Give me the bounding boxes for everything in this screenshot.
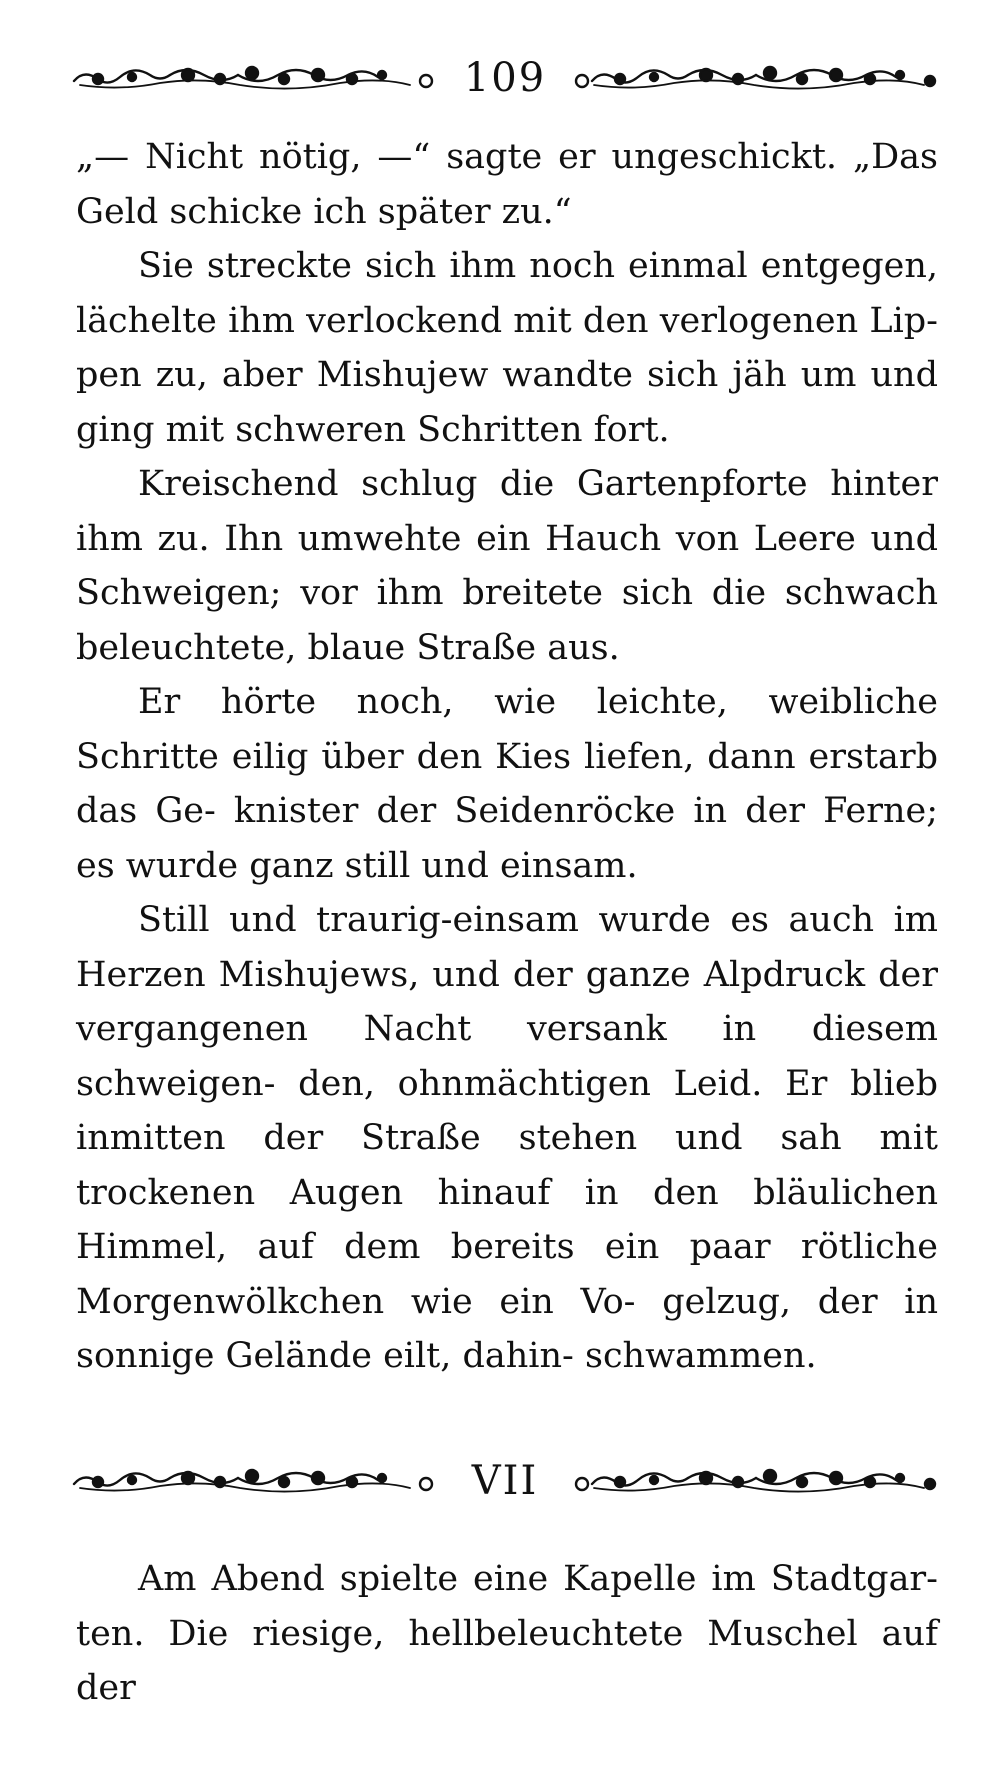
paragraph: Kreischend schlug die Gartenpforte hinter ihm zu. Ihn umwehte ein Hauch von Leere und Schweigen; vor ihm breitete sich die schwach beleuchtete, blaue Straße aus. <box>76 464 938 668</box>
paragraph: „— Nicht nötig, —“ sagte er ungeschickt. „Das Geld schicke ich später zu.“ <box>76 137 938 232</box>
chapter-header <box>70 1446 940 1516</box>
paragraph: Er hörte noch, wie leichte, weibliche Schritte eilig über den Kies liefen, dann erstarb das Ge‑ knister der Seidenröcke in der Ferne; es wurde ganz still und einsam. <box>76 682 938 886</box>
page-header <box>70 48 940 108</box>
main-text <box>76 130 938 1384</box>
page-number: 109 <box>463 55 547 101</box>
ornament-left-icon <box>70 61 440 95</box>
ornament-right-icon <box>570 1464 940 1498</box>
paragraph: Am Abend spielte eine Kapelle im Stadtgar‑ ten. Die riesige, hellbeleuchtete Muschel auf der <box>76 1559 938 1708</box>
ornament-left-icon <box>70 1464 440 1498</box>
chapter-title: VII <box>471 1458 539 1504</box>
chapter-text <box>76 1552 938 1716</box>
paragraph: Still und traurig‑einsam wurde es auch im Herzen Mishujews, und der ganze Alpdruck der vergangenen Nacht versank in diesem schweigen‑ den, ohnmächtigen Leid. Er blieb inmitten der Straße stehen und sah mit trockenen Augen hinauf in den bläulichen Himmel, auf dem bereits ein paar rötliche Morgenwölkchen wie ein Vo‑ gelzug, der in sonnige Gelände eilt, dahin‑ schwammen. <box>76 900 938 1376</box>
paragraph: Sie streckte sich ihm noch einmal entgegen, lächelte ihm verlockend mit den verlogenen Lip‑ pen zu, aber Mishujew wandte sich jäh um und ging mit schweren Schritten fort. <box>76 246 938 450</box>
ornament-right-icon <box>570 61 940 95</box>
